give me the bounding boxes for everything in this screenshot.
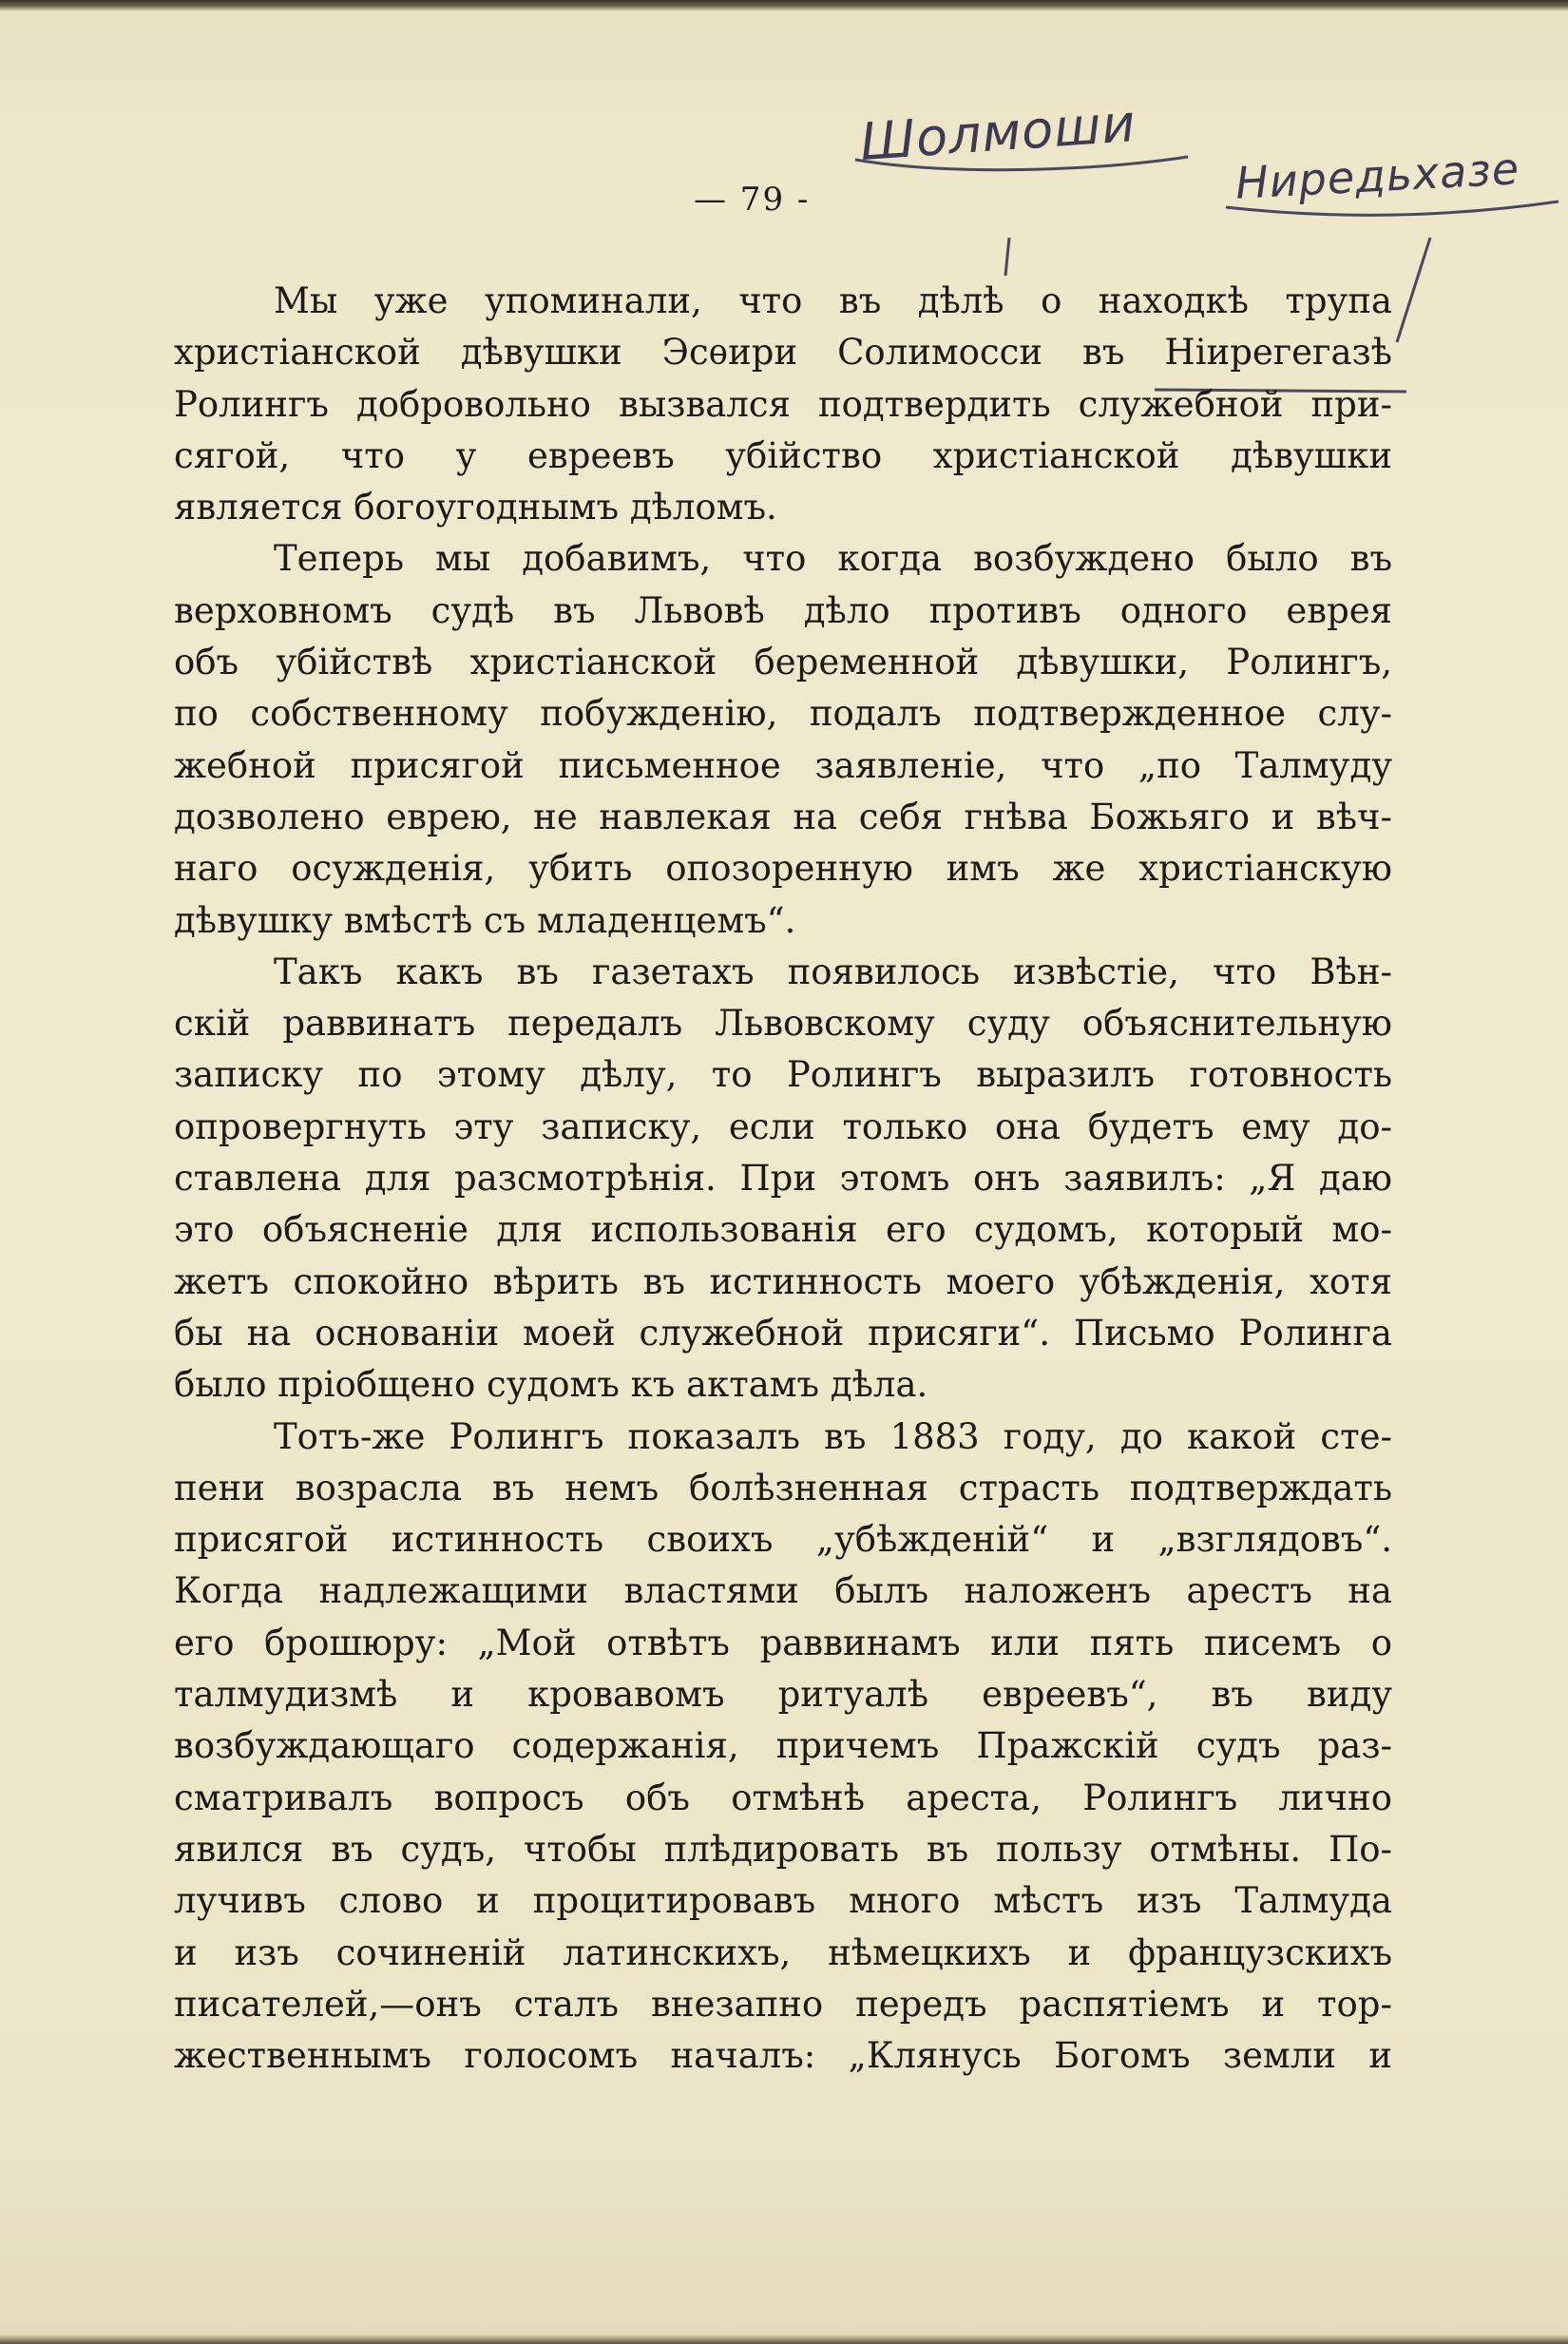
text-line: бы на основаніи моей служебной присяги“. Письмо Ролинга (174, 1312, 1392, 1354)
text-line: опровергнуть эту записку, если только она будетъ ему до- (174, 1105, 1392, 1147)
underline-mark-1 (855, 157, 1188, 170)
underline-mark-2 (1226, 202, 1558, 215)
text-line: жетъ спокойно вѣрить въ истинность моего убѣжденія, хотя (174, 1260, 1392, 1302)
text-line: его брошюру: „Мой отвѣтъ раввинамъ или пять писемъ о (174, 1622, 1392, 1663)
check-mark (1005, 238, 1009, 276)
paragraph-2 (174, 533, 1392, 946)
body-text (174, 276, 1392, 2082)
text-line: жебной присягой письменное заявленіе, что „по Талмуду (174, 744, 1392, 786)
page-number: — 79 - (694, 181, 811, 219)
handwritten-note-2: Ниредьхазе (1233, 143, 1521, 209)
text-line: жественнымъ голосомъ началъ: „Клянусь Богомъ земли и (174, 2035, 1392, 2077)
text-line: дозволено еврею, не навлекая на себя гнѣва Божьяго и вѣч- (174, 796, 1392, 837)
text-line: Такъ какъ въ газетахъ появилось извѣстіе, что Вѣн- (274, 951, 1392, 992)
text-line: записку по этому дѣлу, то Ролингъ выразилъ готовность (174, 1054, 1392, 1096)
paragraph-4 (174, 1412, 1392, 2083)
paragraph-3 (174, 947, 1392, 1412)
page-bottom-edge (0, 2334, 1568, 2344)
text-line: было пріобщено судомъ къ актамъ дѣла. (174, 1364, 928, 1406)
text-line: явился въ судъ, чтобы плѣдировать въ пользу отмѣны. По- (174, 1828, 1392, 1870)
slash-mark (1397, 238, 1430, 342)
text-line: ставлена для разсмотрѣнія. При этомъ онъ заявилъ: „Я даю (174, 1158, 1392, 1200)
text-line: лучивъ слово и процитировавъ много мѣстъ изъ Талмуда (174, 1880, 1392, 1922)
text-line: присягой истинность своихъ „убѣжденій“ и „взглядовъ“. (174, 1519, 1392, 1561)
text-line: возбуждающаго содержанія, причемъ Пражскій судъ раз- (174, 1725, 1392, 1767)
text-line: наго осужденія, убить опозоренную имъ же христіанскую (174, 848, 1392, 890)
text-line: является богоугоднымъ дѣломъ. (174, 487, 777, 528)
text-line: писателей,—онъ сталъ внезапно передъ распятіемъ и тор- (174, 1983, 1392, 2025)
text-line: и изъ сочиненій латинскихъ, нѣмецкихъ и французскихъ (174, 1931, 1392, 1973)
text-line: это объясненіе для использованія его судомъ, который мо- (174, 1209, 1392, 1251)
text-line: по собственному побужденію, подалъ подтвержденное слу- (174, 693, 1392, 735)
text-line: Когда надлежащими властями былъ наложенъ арестъ на (174, 1570, 1392, 1612)
text-line: Тотъ-же Ролингъ показалъ въ 1883 году, до какой сте- (274, 1415, 1392, 1457)
text-line: Ролингъ добровольно вызвался подтвердить служебной при- (174, 383, 1392, 425)
text-line: Теперь мы добавимъ, что когда возбуждено было въ (274, 538, 1392, 580)
text-line: талмудизмѣ и кровавомъ ритуалѣ евреевъ“, въ виду (174, 1674, 1392, 1716)
text-line: сягой, что у евреевъ убійство христіанской дѣвушки (174, 434, 1392, 476)
text-line: скій раввинатъ передалъ Львовскому суду объяснительную (174, 1003, 1392, 1045)
handwritten-note-1: Шолмоши (858, 92, 1138, 173)
text-line: пени возрасла въ немъ болѣзненная страсть подтверждать (174, 1467, 1392, 1508)
text-line: христіанской дѣвушки Эсѳири Солимосси въ Ніирегегазѣ (174, 332, 1392, 374)
text-line: сматривалъ вопросъ объ отмѣнѣ ареста, Ролингъ лично (174, 1777, 1392, 1818)
paragraph-1 (174, 276, 1392, 533)
text-line: Мы уже упоминали, что въ дѣлѣ о находкѣ трупа (274, 280, 1392, 321)
text-line: верховномъ судѣ въ Львовѣ дѣло противъ одного еврея (174, 589, 1392, 631)
text-line: объ убійствѣ христіанской беременной дѣвушки, Ролингъ, (174, 642, 1392, 683)
text-line: дѣвушку вмѣстѣ съ младенцемъ“. (174, 899, 796, 941)
